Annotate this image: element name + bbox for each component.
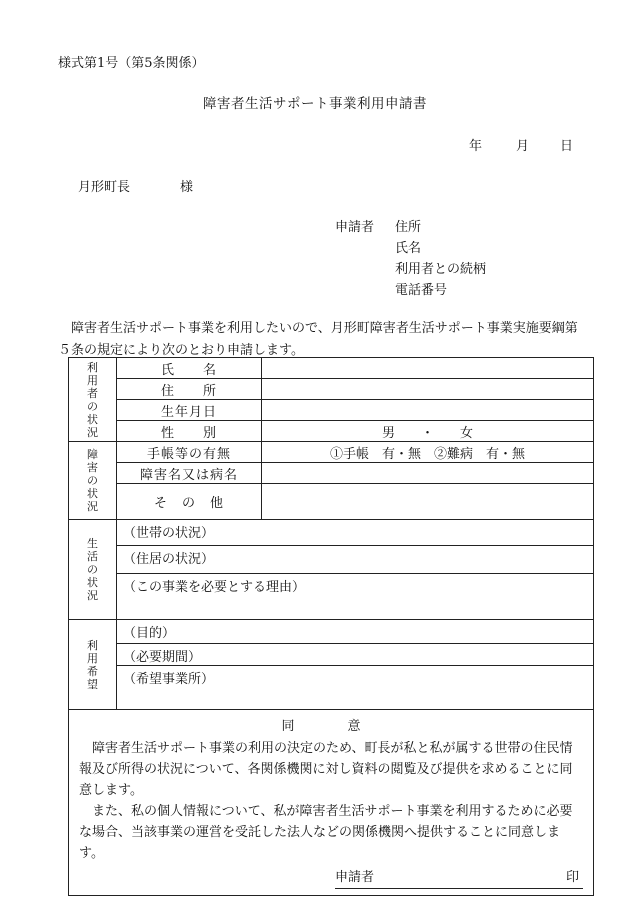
signature-line[interactable] xyxy=(335,870,583,889)
user-section-label: 利 用 者 の 状 況 xyxy=(69,358,117,442)
reason-field[interactable]: （この事業を必要とする理由） xyxy=(117,574,594,620)
user-name-field[interactable] xyxy=(262,358,594,379)
applicant-relationship-label: 利用者との続柄 xyxy=(395,262,487,277)
life-section-label: 生 活 の 状 況 xyxy=(69,520,117,620)
disability-other-field[interactable] xyxy=(262,484,594,520)
applicant-heading: 申請者 xyxy=(335,220,375,235)
addressee-name: 月形町長 xyxy=(78,180,131,195)
handbook-options[interactable]: ①手帳 有・無 ②難病 有・無 xyxy=(262,442,594,463)
user-birthdate-label: 生年月日 xyxy=(117,400,262,421)
wish-section-label: 利 用 希 望 xyxy=(69,620,117,710)
user-sex-label: 性 別 xyxy=(117,421,262,442)
date-day-label: 日 xyxy=(560,139,574,154)
document-title: 障害者生活サポート事業利用申請書 xyxy=(203,96,427,112)
residence-field[interactable]: （住居の状況） xyxy=(117,546,594,574)
household-field[interactable]: （世帯の状況） xyxy=(117,520,594,546)
purpose-field[interactable]: （目的） xyxy=(117,620,594,644)
consent-title: 同 意 xyxy=(281,719,381,734)
form-number: 様式第1号（第5条関係） xyxy=(58,56,205,71)
user-name-label: 氏 名 xyxy=(117,358,262,379)
applicant-name-label: 氏名 xyxy=(395,241,422,256)
handbook-label: 手帳等の有無 xyxy=(117,442,262,463)
disability-name-label: 障害名又は病名 xyxy=(117,463,262,484)
period-field[interactable]: （必要期間） xyxy=(117,644,594,666)
addressee-honorific: 様 xyxy=(180,180,194,195)
user-birthdate-field[interactable] xyxy=(262,400,594,421)
seal-mark: 印 xyxy=(565,870,579,885)
consent-paragraph-2: また、私の個人情報について、私が障害者生活サポート事業を利用するために必要な場合、当該事業の運営を受託した法人などの関係機関へ提供することに同意します。 xyxy=(79,804,573,861)
application-table xyxy=(68,357,594,896)
intro-text: 障害者生活サポート事業を利用したいので、月形町障害者生活サポート事業実施要綱第５条の規定により次のとおり申請します。 xyxy=(58,321,578,358)
consent-paragraph-1: 障害者生活サポート事業の利用の決定のため、町長が私と私が属する世帯の住民情報及び所得の状況について、各関係機関に対し資料の閲覧及び提供を求めることに同意します。 xyxy=(79,741,573,798)
applicant-address-label: 住所 xyxy=(395,220,422,235)
provider-field[interactable]: （希望事業所） xyxy=(117,666,594,710)
signature-label: 申請者 xyxy=(335,870,375,885)
user-address-label: 住 所 xyxy=(117,379,262,400)
user-address-field[interactable] xyxy=(262,379,594,400)
applicant-phone-label: 電話番号 xyxy=(395,283,448,298)
consent-signature xyxy=(79,868,583,889)
date-month-label: 月 xyxy=(516,139,530,154)
consent-box xyxy=(69,710,594,896)
disability-other-label: そ の 他 xyxy=(117,484,262,520)
date-year-label: 年 xyxy=(469,139,483,154)
disability-section-label: 障 害 の 状 況 xyxy=(69,442,117,520)
disability-name-field[interactable] xyxy=(262,463,594,484)
user-sex-options[interactable]: 男 ・ 女 xyxy=(262,421,594,442)
